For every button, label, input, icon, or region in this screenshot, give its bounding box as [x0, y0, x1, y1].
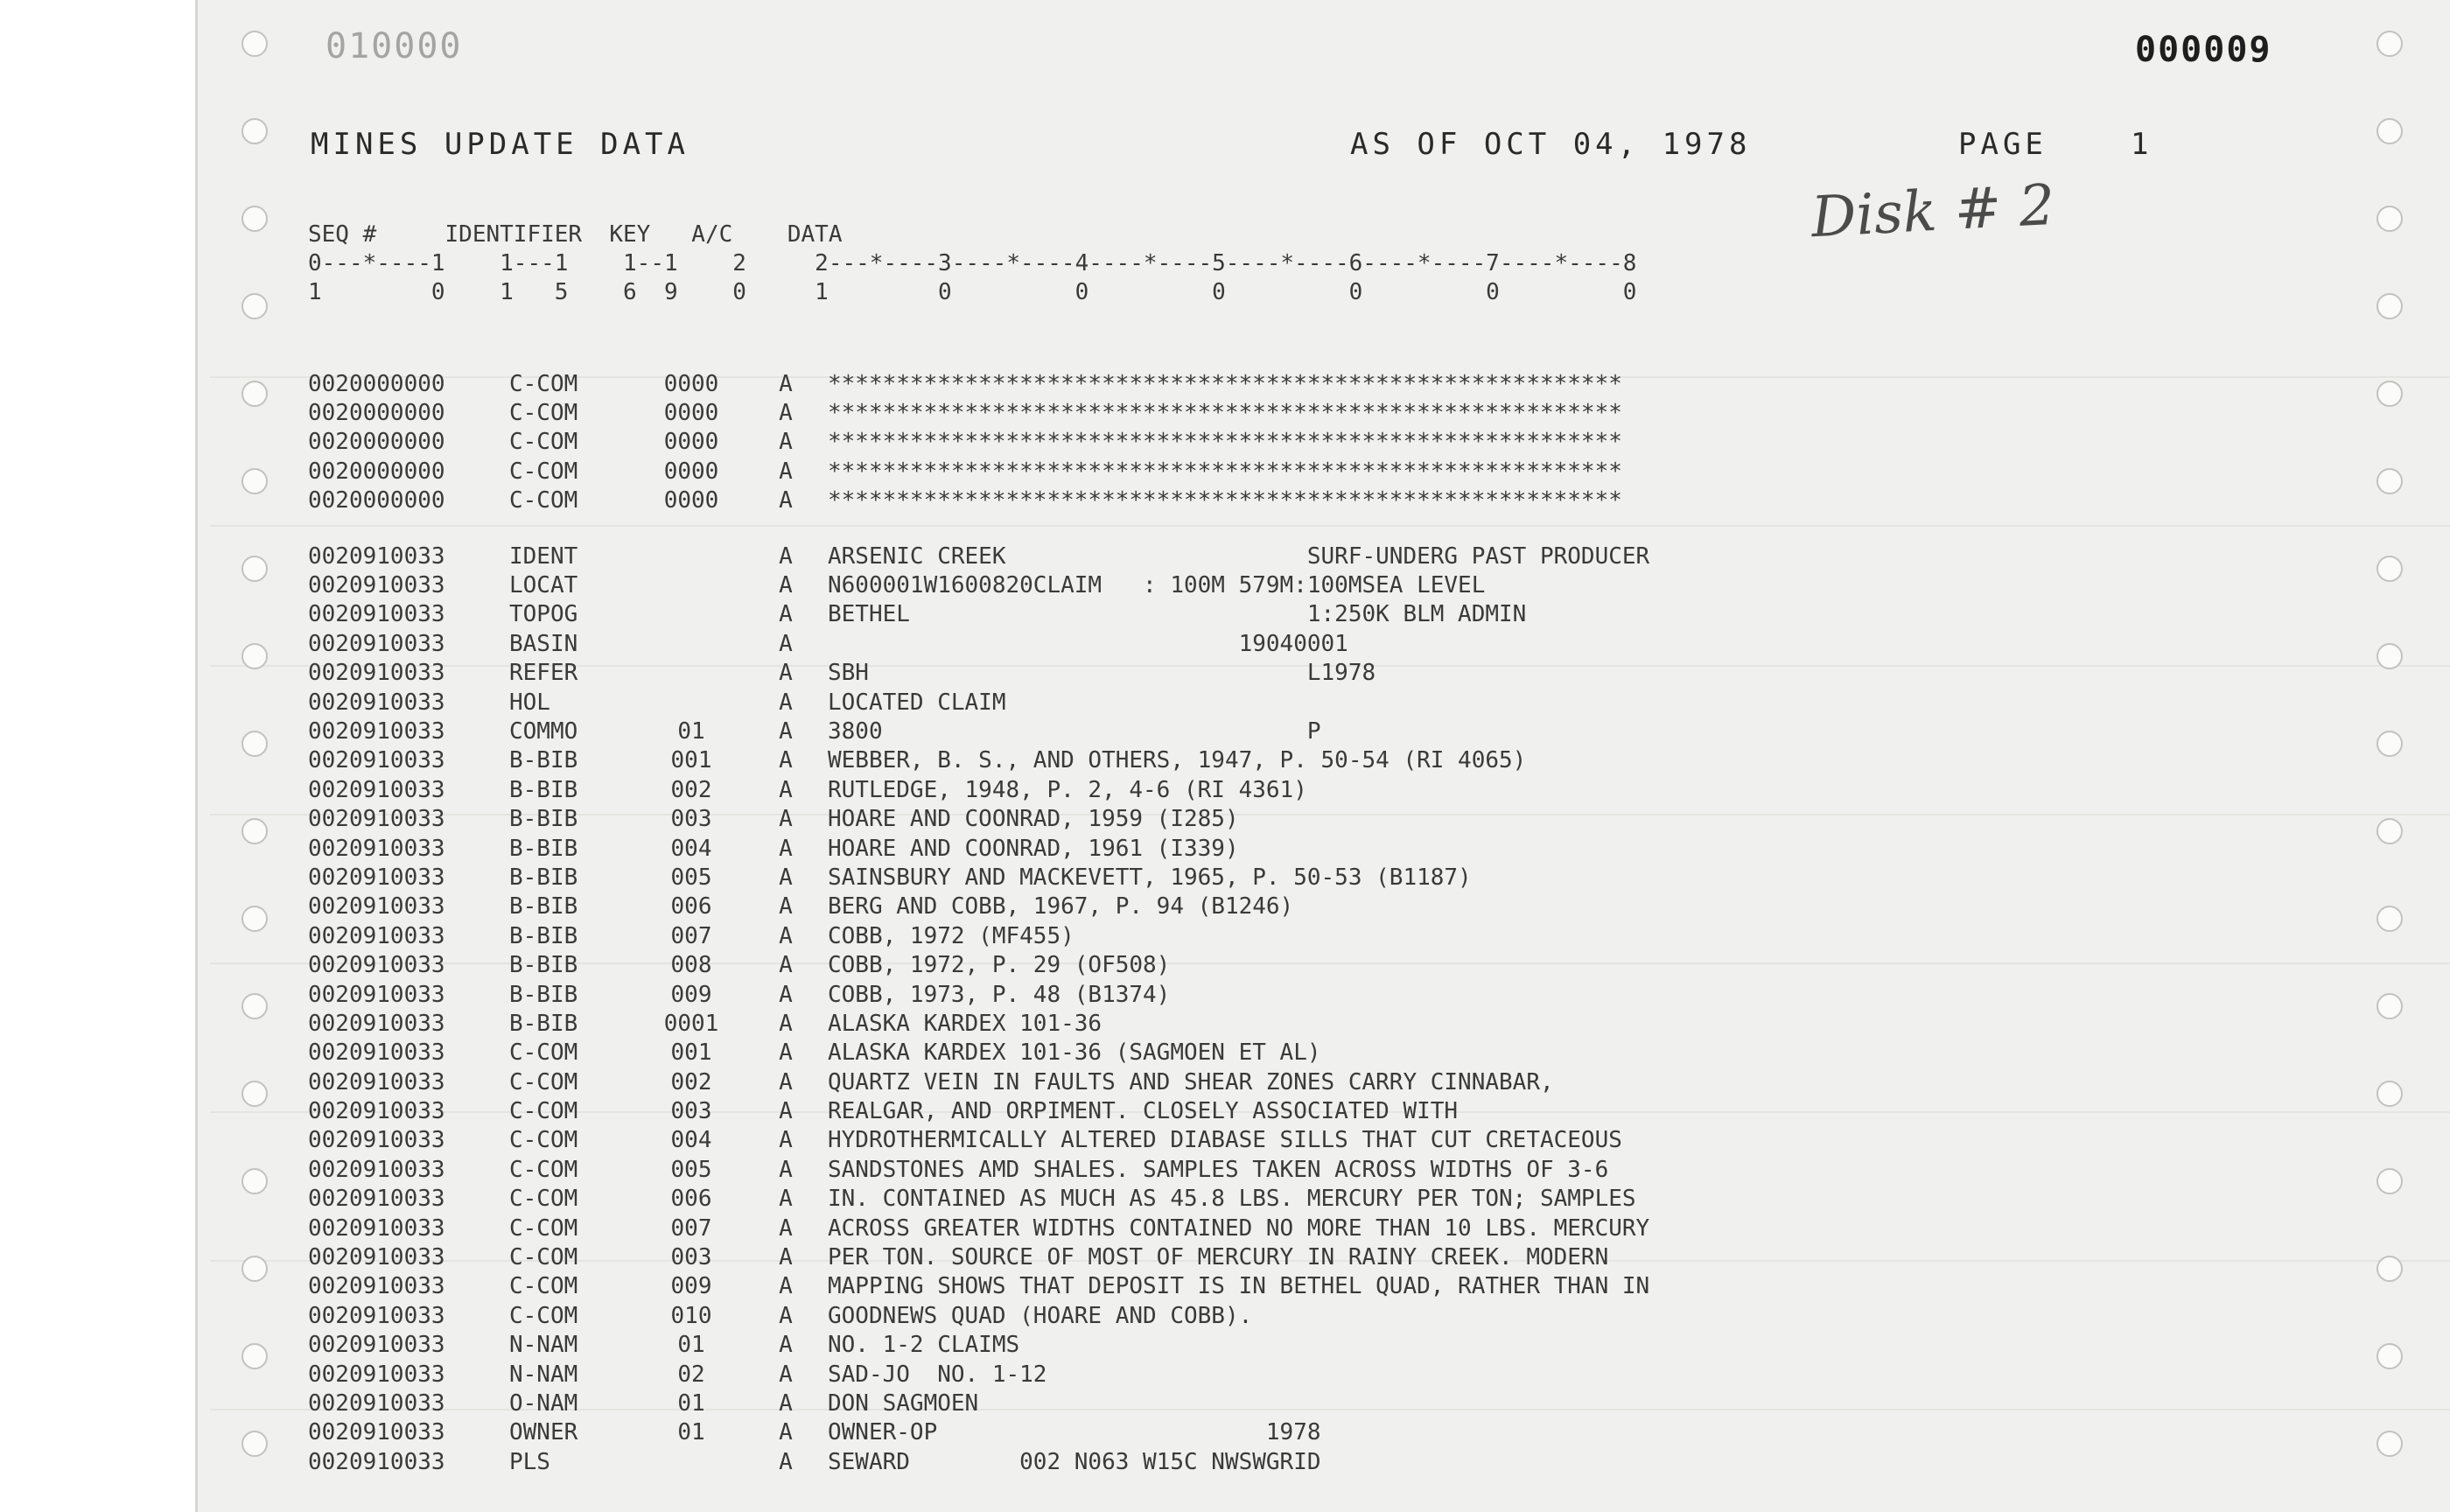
- feed-hole: [2376, 993, 2403, 1019]
- feed-hole: [242, 118, 268, 144]
- listing-row: [308, 542, 1649, 570]
- listing-row: [308, 1068, 1649, 1096]
- feed-hole: [242, 293, 268, 319]
- seq-number: 0020910033: [308, 1214, 445, 1242]
- data-field: ACROSS GREATER WIDTHS CONTAINED NO MORE THAN 10 LBS. MERCURY: [828, 1214, 1650, 1242]
- seq-number: 0020910033: [308, 1098, 445, 1125]
- feed-hole: [242, 731, 268, 757]
- seq-number: 0020910033: [308, 689, 445, 716]
- data-field: HYDROTHERMICALLY ALTERED DIABASE SILLS THAT CUT CRETACEOUS: [828, 1127, 1622, 1154]
- data-field: RUTLEDGE, 1948, P. 2, 4-6 (RI 4361): [828, 776, 1307, 803]
- key: 004: [670, 1127, 712, 1154]
- feed-hole: [242, 1081, 268, 1107]
- key: 01: [677, 1332, 705, 1359]
- seq-number: 0020910033: [308, 864, 445, 891]
- listing-row: [308, 629, 1649, 658]
- feed-hole: [2376, 643, 2403, 669]
- key: 01: [677, 718, 705, 745]
- key: 010: [670, 1302, 712, 1329]
- data-field: 3800 P: [828, 718, 1321, 745]
- serial-number-top-right: 000009: [2135, 30, 2272, 70]
- listing-row: [308, 369, 1649, 398]
- key: 005: [670, 864, 712, 891]
- ac-code: A: [779, 747, 793, 774]
- ac-code: A: [779, 370, 793, 397]
- listing-row: [308, 1009, 1649, 1038]
- data-field: REALGAR, AND ORPIMENT. CLOSELY ASSOCIATED WITH: [828, 1098, 1459, 1125]
- key: 002: [670, 776, 712, 803]
- ac-code: A: [779, 1098, 793, 1125]
- ac-code: A: [779, 1010, 793, 1037]
- listing-row: [308, 688, 1649, 717]
- listing-row: [308, 659, 1649, 688]
- listing-row: [308, 834, 1649, 863]
- listing-row: [308, 1301, 1649, 1330]
- identifier: C-COM: [509, 370, 578, 397]
- data-field: ARSENIC CREEK SURF-UNDERG PAST PRODUCER: [828, 542, 1650, 570]
- key: 0000: [663, 370, 719, 397]
- listing-row: [308, 950, 1649, 979]
- data-field: SAD-JO NO. 1-12: [828, 1361, 1047, 1388]
- feed-hole: [242, 31, 268, 57]
- identifier: N-NAM: [509, 1332, 578, 1359]
- feed-hole: [2376, 1343, 2403, 1369]
- feed-hole: [242, 1168, 268, 1194]
- block-gap: [308, 515, 1649, 542]
- feed-hole: [242, 556, 268, 582]
- seq-number: 0020000000: [308, 487, 445, 514]
- ac-code: A: [779, 1332, 793, 1359]
- identifier: O-NAM: [509, 1390, 578, 1417]
- listing-row: [308, 746, 1649, 775]
- seq-number: 0020910033: [308, 922, 445, 949]
- report-title: MINES UPDATE DATA: [311, 127, 690, 162]
- listing-row: [308, 1155, 1649, 1184]
- data-field: COBB, 1972 (MF455): [828, 922, 1074, 949]
- page-number: 1: [2131, 127, 2153, 162]
- data-field: ALASKA KARDEX 101-36: [828, 1010, 1102, 1037]
- data-field: **********************************************************: [828, 429, 1622, 456]
- data-field: **********************************************************: [828, 400, 1622, 427]
- feed-hole: [2376, 1431, 2403, 1457]
- identifier: C-COM: [509, 1127, 578, 1154]
- feed-hole: [2376, 118, 2403, 144]
- listing-row: [308, 1242, 1649, 1271]
- listing-row: [308, 1447, 1649, 1476]
- identifier: C-COM: [509, 1273, 578, 1300]
- identifier: PLS: [509, 1448, 550, 1475]
- data-field: LOCATED CLAIM: [828, 689, 1006, 716]
- seq-number: 0020910033: [308, 893, 445, 920]
- data-field: COBB, 1972, P. 29 (OF508): [828, 952, 1171, 979]
- listing-row: [308, 1418, 1649, 1447]
- feed-hole: [2376, 731, 2403, 757]
- ac-code: A: [779, 893, 793, 920]
- seq-number: 0020910033: [308, 1332, 445, 1359]
- seq-number: 0020910033: [308, 1244, 445, 1271]
- key: 005: [670, 1156, 712, 1183]
- key: 0000: [663, 458, 719, 485]
- key: 001: [670, 1040, 712, 1067]
- feed-hole: [242, 381, 268, 407]
- identifier: C-COM: [509, 429, 578, 456]
- ac-code: A: [779, 776, 793, 803]
- listing-row: [308, 980, 1649, 1009]
- seq-number: 0020910033: [308, 718, 445, 745]
- ac-code: A: [779, 1186, 793, 1213]
- ac-code: A: [779, 1361, 793, 1388]
- identifier: COMMO: [509, 718, 578, 745]
- identifier: B-BIB: [509, 922, 578, 949]
- data-field: SAINSBURY AND MACKEVETT, 1965, P. 50-53 (B1187): [828, 864, 1472, 891]
- identifier: REFER: [509, 660, 578, 687]
- seq-number: 0020910033: [308, 835, 445, 862]
- ac-code: A: [779, 400, 793, 427]
- seq-number: 0020910033: [308, 1040, 445, 1067]
- identifier: LOCAT: [509, 572, 578, 599]
- ac-code: A: [779, 1244, 793, 1271]
- data-field: SANDSTONES AMD SHALES. SAMPLES TAKEN ACROSS WIDTHS OF 3-6: [828, 1156, 1609, 1183]
- seq-number: 0020000000: [308, 370, 445, 397]
- data-field: HOARE AND COONRAD, 1959 (I285): [828, 806, 1239, 833]
- listing-row: [308, 1389, 1649, 1418]
- seq-number: 0020910033: [308, 1010, 445, 1037]
- ac-code: A: [779, 864, 793, 891]
- feed-hole: [2376, 1081, 2403, 1107]
- listing-row: [308, 1096, 1649, 1125]
- seq-number: 0020000000: [308, 458, 445, 485]
- feed-hole: [2376, 556, 2403, 582]
- data-field: SBH L1978: [828, 660, 1376, 687]
- seq-number: 0020000000: [308, 400, 445, 427]
- listing-row: [308, 717, 1649, 746]
- listing-row: [308, 457, 1649, 486]
- ac-code: A: [779, 660, 793, 687]
- listing-row: [308, 892, 1649, 921]
- key: 007: [670, 1214, 712, 1242]
- key: 01: [677, 1419, 705, 1446]
- data-field: HOARE AND COONRAD, 1961 (I339): [828, 835, 1239, 862]
- data-field: ALASKA KARDEX 101-36 (SAGMOEN ET AL): [828, 1040, 1321, 1067]
- identifier: C-COM: [509, 1040, 578, 1067]
- seq-number: 0020910033: [308, 776, 445, 803]
- identifier: OWNER: [509, 1419, 578, 1446]
- seq-number: 0020910033: [308, 601, 445, 628]
- seq-number: 0020910033: [308, 806, 445, 833]
- feed-hole: [242, 1343, 268, 1369]
- seq-number: 0020910033: [308, 1419, 445, 1446]
- ac-code: A: [779, 458, 793, 485]
- ac-code: A: [779, 1448, 793, 1475]
- feed-hole: [242, 643, 268, 669]
- ac-code: A: [779, 718, 793, 745]
- key: 004: [670, 835, 712, 862]
- ac-code: A: [779, 1214, 793, 1242]
- data-field: **********************************************************: [828, 458, 1622, 485]
- listing-row: [308, 804, 1649, 833]
- seq-number: 0020910033: [308, 1361, 445, 1388]
- ac-code: A: [779, 487, 793, 514]
- ac-code: A: [779, 981, 793, 1008]
- key: 003: [670, 806, 712, 833]
- listing-row: [308, 1039, 1649, 1068]
- data-field: PER TON. SOURCE OF MOST OF MERCURY IN RAINY CREEK. MODERN: [828, 1244, 1609, 1271]
- listing-row: [308, 428, 1649, 457]
- identifier: C-COM: [509, 1068, 578, 1096]
- ac-code: A: [779, 1040, 793, 1067]
- seq-number: 0020910033: [308, 1068, 445, 1096]
- listing-row: [308, 1272, 1649, 1301]
- seq-number: 0020910033: [308, 1273, 445, 1300]
- ac-code: A: [779, 1390, 793, 1417]
- identifier: C-COM: [509, 1156, 578, 1183]
- identifier: TOPOG: [509, 601, 578, 628]
- seq-number: 0020910033: [308, 572, 445, 599]
- seq-number: 0020910033: [308, 747, 445, 774]
- data-listing: [308, 369, 1649, 1476]
- data-field: MAPPING SHOWS THAT DEPOSIT IS IN BETHEL QUAD, RATHER THAN IN: [828, 1273, 1650, 1300]
- identifier: B-BIB: [509, 1010, 578, 1037]
- key: 009: [670, 1273, 712, 1300]
- feed-hole: [2376, 1168, 2403, 1194]
- identifier: B-BIB: [509, 952, 578, 979]
- key: 0001: [663, 1010, 719, 1037]
- ac-code: A: [779, 689, 793, 716]
- identifier: C-COM: [509, 1214, 578, 1242]
- serial-number-top-left: 010000: [326, 26, 463, 66]
- identifier: C-COM: [509, 458, 578, 485]
- ac-code: A: [779, 1127, 793, 1154]
- key: 008: [670, 952, 712, 979]
- data-field: WEBBER, B. S., AND OTHERS, 1947, P. 50-54 (RI 4065): [828, 747, 1527, 774]
- data-field: COBB, 1973, P. 48 (B1374): [828, 981, 1171, 1008]
- listing-row: [308, 1185, 1649, 1214]
- key: 001: [670, 747, 712, 774]
- identifier: B-BIB: [509, 776, 578, 803]
- identifier: BASIN: [509, 630, 578, 657]
- handwritten-note: Disk # 2: [1810, 172, 2057, 251]
- key: 01: [677, 1390, 705, 1417]
- listing-row: [308, 863, 1649, 892]
- seq-number: 0020910033: [308, 630, 445, 657]
- feed-hole: [242, 1256, 268, 1282]
- identifier: C-COM: [509, 1302, 578, 1329]
- data-field: **********************************************************: [828, 487, 1622, 514]
- feed-hole: [242, 468, 268, 494]
- ac-code: A: [779, 572, 793, 599]
- seq-number: 0020910033: [308, 542, 445, 570]
- column-header-labels: SEQ # IDENTIFIER KEY A/C DATA: [308, 221, 843, 248]
- column-ruler-digits: 1 0 1 5 6 9 0 1 0 0 0 0 0 0: [308, 279, 1637, 305]
- data-field: GOODNEWS QUAD (HOARE AND COBB).: [828, 1302, 1253, 1329]
- seq-number: 0020910033: [308, 1127, 445, 1154]
- ac-code: A: [779, 601, 793, 628]
- ac-code: A: [779, 429, 793, 456]
- ac-code: A: [779, 1302, 793, 1329]
- separator-block: [308, 369, 1649, 515]
- data-field: IN. CONTAINED AS MUCH AS 45.8 LBS. MERCURY PER TON; SAMPLES: [828, 1186, 1636, 1213]
- key: 0000: [663, 487, 719, 514]
- feed-hole: [242, 1431, 268, 1457]
- feed-hole: [2376, 293, 2403, 319]
- key: 0000: [663, 429, 719, 456]
- listing-row: [308, 570, 1649, 599]
- ac-code: A: [779, 542, 793, 570]
- ac-code: A: [779, 806, 793, 833]
- ac-code: A: [779, 1419, 793, 1446]
- identifier: B-BIB: [509, 864, 578, 891]
- feed-hole: [2376, 1256, 2403, 1282]
- ac-code: A: [779, 952, 793, 979]
- listing-row: [308, 1331, 1649, 1360]
- identifier: C-COM: [509, 1186, 578, 1213]
- report-date: AS OF OCT 04, 1978: [1350, 127, 1752, 162]
- identifier: B-BIB: [509, 747, 578, 774]
- listing-row: [308, 486, 1649, 515]
- data-field: DON SAGMOEN: [828, 1390, 979, 1417]
- feed-hole: [2376, 381, 2403, 407]
- ac-code: A: [779, 630, 793, 657]
- key: 006: [670, 1186, 712, 1213]
- data-field: NO. 1-2 CLAIMS: [828, 1332, 1020, 1359]
- identifier: C-COM: [509, 1098, 578, 1125]
- identifier: C-COM: [509, 487, 578, 514]
- identifier: IDENT: [509, 542, 578, 570]
- seq-number: 0020910033: [308, 1390, 445, 1417]
- ac-code: A: [779, 1068, 793, 1096]
- identifier: C-COM: [509, 400, 578, 427]
- identifier: HOL: [509, 689, 550, 716]
- listing-row: [308, 775, 1649, 804]
- identifier: C-COM: [509, 1244, 578, 1271]
- listing-row: [308, 1360, 1649, 1389]
- key: 007: [670, 922, 712, 949]
- key: 009: [670, 981, 712, 1008]
- data-field: BERG AND COBB, 1967, P. 94 (B1246): [828, 893, 1294, 920]
- record-block: [308, 542, 1649, 1477]
- feed-hole: [2376, 818, 2403, 844]
- data-field: SEWARD 002 N063 W15C NWSWGRID: [828, 1448, 1321, 1475]
- key: 0000: [663, 400, 719, 427]
- data-field: OWNER-OP 1978: [828, 1419, 1321, 1446]
- seq-number: 0020910033: [308, 1302, 445, 1329]
- key: 003: [670, 1098, 712, 1125]
- feed-hole: [242, 206, 268, 232]
- data-field: 19040001: [828, 630, 1348, 657]
- identifier: B-BIB: [509, 835, 578, 862]
- data-field: N600001W1600820CLAIM : 100M 579M:100MSEA LEVEL: [828, 572, 1486, 599]
- seq-number: 0020910033: [308, 981, 445, 1008]
- key: 002: [670, 1068, 712, 1096]
- seq-number: 0020910033: [308, 1186, 445, 1213]
- identifier: N-NAM: [509, 1361, 578, 1388]
- identifier: B-BIB: [509, 806, 578, 833]
- feed-hole: [2376, 906, 2403, 932]
- seq-number: 0020910033: [308, 1156, 445, 1183]
- seq-number: 0020000000: [308, 429, 445, 456]
- feed-hole: [242, 993, 268, 1019]
- data-field: BETHEL 1:250K BLM ADMIN: [828, 601, 1527, 628]
- ac-code: A: [779, 922, 793, 949]
- listing-row: [308, 1214, 1649, 1242]
- feed-hole: [242, 818, 268, 844]
- ac-code: A: [779, 1156, 793, 1183]
- seq-number: 0020910033: [308, 1448, 445, 1475]
- feed-hole: [2376, 468, 2403, 494]
- listing-row: [308, 1126, 1649, 1155]
- feed-hole: [2376, 206, 2403, 232]
- feed-hole: [2376, 31, 2403, 57]
- data-field: **********************************************************: [828, 370, 1622, 397]
- listing-row: [308, 398, 1649, 427]
- identifier: B-BIB: [509, 893, 578, 920]
- page-label: PAGE: [1958, 127, 2048, 162]
- listing-row: [308, 600, 1649, 629]
- listing-row: [308, 921, 1649, 950]
- seq-number: 0020910033: [308, 660, 445, 687]
- feed-hole: [242, 906, 268, 932]
- key: 006: [670, 893, 712, 920]
- ac-code: A: [779, 1273, 793, 1300]
- data-field: QUARTZ VEIN IN FAULTS AND SHEAR ZONES CARRY CINNABAR,: [828, 1068, 1554, 1096]
- column-ruler: 0---*----1 1---1 1--1 2 2---*----3----*----4----*----5----*----6----*----7----*----8: [308, 250, 1637, 276]
- key: 02: [677, 1361, 705, 1388]
- seq-number: 0020910033: [308, 952, 445, 979]
- identifier: B-BIB: [509, 981, 578, 1008]
- key: 003: [670, 1244, 712, 1271]
- ac-code: A: [779, 835, 793, 862]
